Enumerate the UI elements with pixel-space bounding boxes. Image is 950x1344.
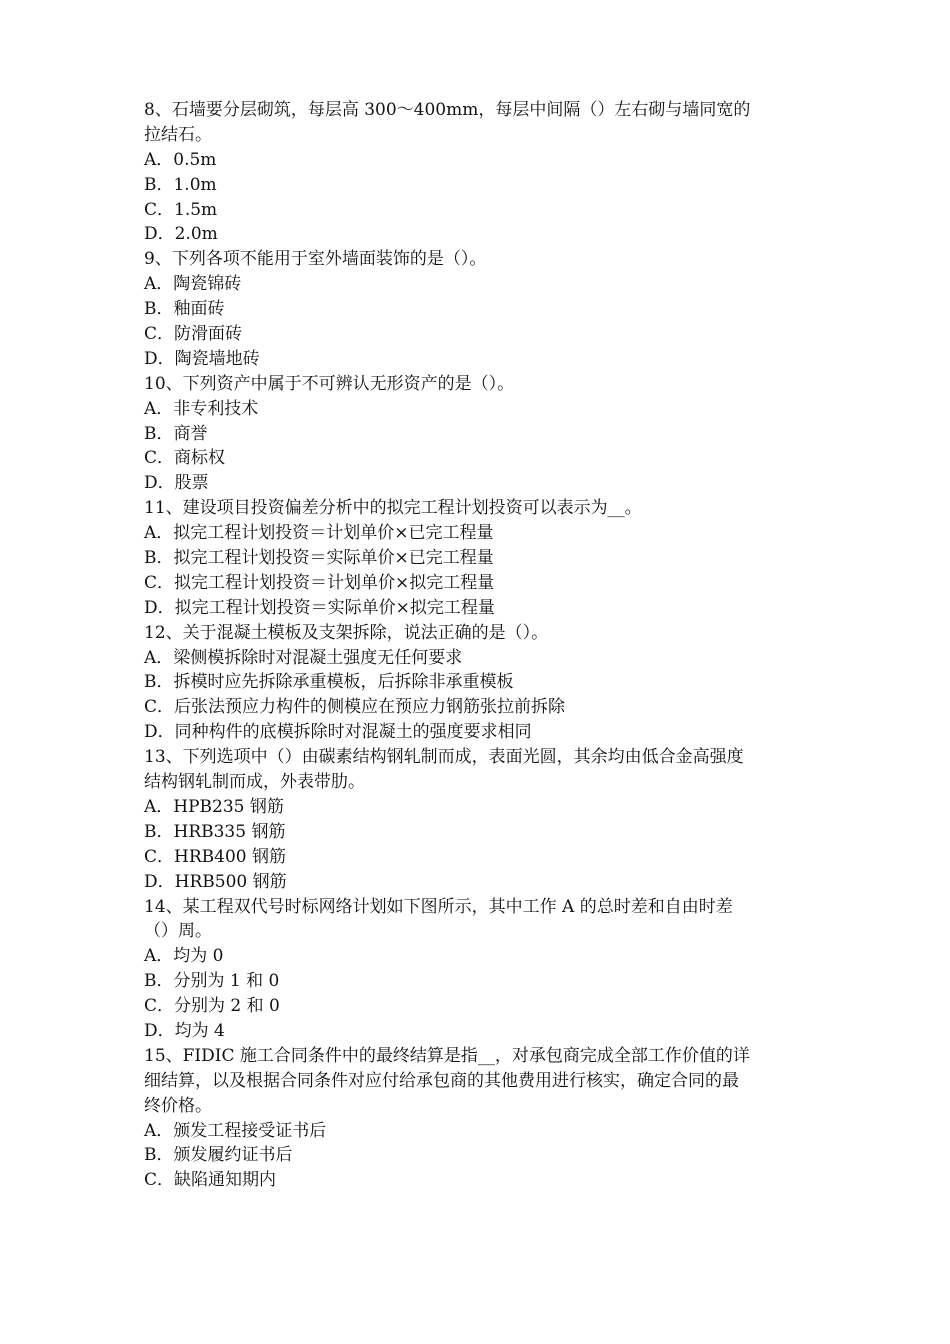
- option-d: D．陶瓷墙地砖: [144, 348, 260, 369]
- option-b: B．HRB335 钢筋: [144, 821, 286, 842]
- option-a: A．HPB235 钢筋: [144, 796, 284, 817]
- option-d: D．2.0m: [144, 224, 218, 245]
- question-text: 9、下列各项不能用于室外墙面装饰的是（）。: [144, 249, 487, 270]
- question-text: 10、下列资产中属于不可辨认无形资产的是（）。: [144, 373, 515, 394]
- option-b: B．拟完工程计划投资＝实际单价×已完工程量: [144, 548, 494, 569]
- option-c: C．分别为 2 和 0: [144, 996, 280, 1017]
- document-page: [144, 98, 816, 1193]
- question-text: 14、某工程双代号时标网络计划如下图所示，其中工作 A 的总时差和自由时差: [144, 896, 733, 917]
- option-c: C．1.5m: [144, 199, 218, 220]
- question-8: [144, 98, 816, 247]
- option-b: B．颁发履约证书后: [144, 1145, 293, 1166]
- option-b: B．1.0m: [144, 174, 217, 195]
- option-a: A．拟完工程计划投资＝计划单价×已完工程量: [144, 523, 494, 544]
- question-14: [144, 895, 816, 1044]
- question-text: 终价格。: [144, 1095, 212, 1116]
- option-d: D．股票: [144, 473, 209, 494]
- option-b: B．分别为 1 和 0: [144, 971, 280, 992]
- option-d: D．同种构件的底模拆除时对混凝土的强度要求相同: [144, 722, 532, 743]
- option-a: A．颁发工程接受证书后: [144, 1120, 327, 1141]
- option-c: C．HRB400 钢筋: [144, 846, 286, 867]
- question-text: 11、建设项目投资偏差分析中的拟完工程计划投资可以表示为__。: [144, 498, 642, 519]
- option-b: B．釉面砖: [144, 299, 225, 320]
- option-c: C．商标权: [144, 448, 226, 469]
- option-b: B．商誉: [144, 423, 208, 444]
- option-d: D．HRB500 钢筋: [144, 871, 287, 892]
- question-9: [144, 247, 816, 371]
- option-c: C．缺陷通知期内: [144, 1170, 277, 1191]
- option-c: C．防滑面砖: [144, 324, 243, 345]
- question-text: 12、关于混凝土模板及支架拆除，说法正确的是（）。: [144, 622, 549, 643]
- option-d: D．均为 4: [144, 1020, 225, 1041]
- option-c: C．拟完工程计划投资＝计划单价×拟完工程量: [144, 572, 495, 593]
- question-text: 15、FIDIC 施工合同条件中的最终结算是指__，对承包商完成全部工作价值的详: [144, 1045, 750, 1066]
- option-a: A．非专利技术: [144, 398, 259, 419]
- option-a: A．梁侧模拆除时对混凝土强度无任何要求: [144, 647, 463, 668]
- option-d: D．拟完工程计划投资＝实际单价×拟完工程量: [144, 597, 495, 618]
- question-13: [144, 745, 816, 894]
- question-11: [144, 496, 816, 620]
- question-12: [144, 621, 816, 745]
- question-text: 细结算，以及根据合同条件对应付给承包商的其他费用进行核实，确定合同的最: [144, 1070, 739, 1091]
- option-a: A．0.5m: [144, 149, 217, 170]
- question-text: 8、石墙要分层砌筑，每层高 300～400mm，每层中间隔（）左右砌与墙同宽的: [144, 100, 751, 120]
- question-text: 拉结石。: [144, 124, 212, 145]
- question-15: [144, 1044, 816, 1193]
- option-a: A．均为 0: [144, 946, 224, 967]
- question-text: （）周。: [144, 921, 212, 942]
- option-a: A．陶瓷锦砖: [144, 274, 242, 295]
- option-c: C．后张法预应力构件的侧模应在预应力钢筋张拉前拆除: [144, 697, 566, 718]
- option-b: B．拆模时应先拆除承重模板，后拆除非承重模板: [144, 672, 514, 693]
- question-text: 13、下列选项中（）由碳素结构钢轧制而成，表面光圆，其余均由低合金高强度: [144, 747, 744, 768]
- question-text: 结构钢轧制而成，外表带肋。: [144, 772, 365, 793]
- question-10: [144, 372, 816, 496]
